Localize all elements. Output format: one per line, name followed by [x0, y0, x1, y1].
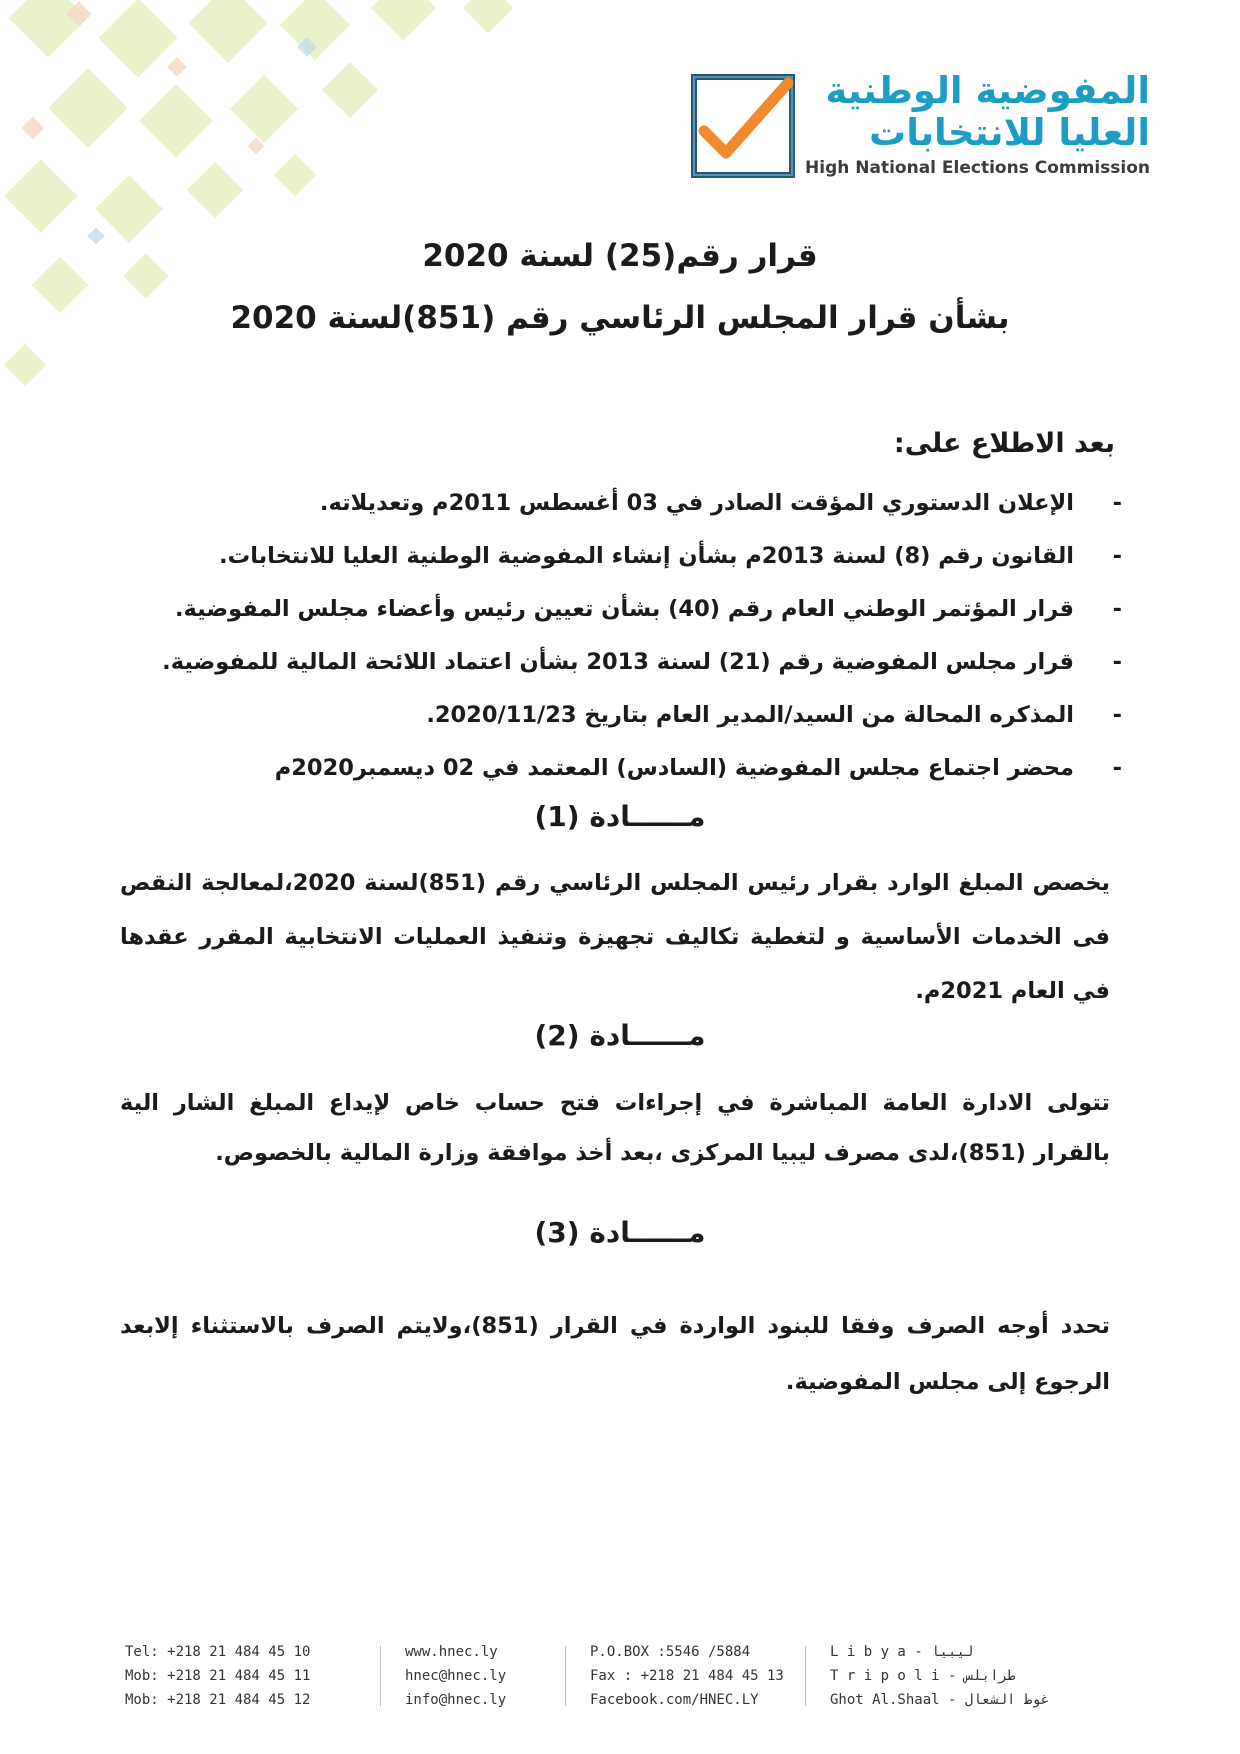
decorative-diamond-pattern	[0, 0, 560, 440]
logo-arabic-name	[790, 70, 1150, 154]
footer-district: Ghot Al.Shaal - غوط الشعال	[830, 1692, 1050, 1708]
reference-text: القانون رقم (8) لسنة 2013م بشأن إنشاء المفوضية الوطنية العليا للانتخابات.	[219, 543, 1074, 569]
article-2-body: تتولى الادارة العامة المباشرة في إجراءات فتح حساب خاص لإيداع المبلغ الشار الية بالقرار (851)،لدى مصرف ليبيا المركزى ،بعد أخذ موافقة وزارة المالية بالخصوص.	[120, 1090, 1110, 1166]
list-dash: -	[1112, 543, 1122, 569]
footer-email-1: hnec@hnec.ly	[405, 1668, 507, 1684]
list-item	[122, 642, 1122, 695]
article-2-title: مــــــادة (2)	[534, 1019, 706, 1052]
decision-subtitle: بشأن قرار المجلس الرئاسي رقم (851)لسنة 2020	[230, 300, 1010, 336]
footer-postal	[590, 1640, 784, 1712]
reference-text: قرار المؤتمر الوطني العام رقم (40) بشأن تعيين رئيس وأعضاء مجلس المفوضية.	[174, 596, 1074, 622]
footer-fax: Fax : +218 21 484 45 13	[590, 1668, 784, 1684]
hnec-logo	[690, 70, 1160, 185]
reference-text: محضر اجتماع مجلس المفوضية (السادس) المعتمد في 02 ديسمبر2020م	[274, 755, 1074, 781]
checkmark-logo-icon	[690, 73, 796, 179]
article-1-body: يخصص المبلغ الوارد بقرار رئيس المجلس الرئاسي رقم (851)لسنة 2020،لمعالجة النقص فى الخدمات الأساسية و لتغطية تكاليف تجهيزة وتنفيذ العمليات الانتخابية المقرر عقدها في العام 2021م.	[120, 870, 1110, 1004]
footer-website: www.hnec.ly	[405, 1644, 498, 1660]
list-dash: -	[1112, 490, 1122, 516]
reference-text: المذكره المحالة من السيد/المدير العام بتاريخ 2020/11/23.	[426, 702, 1074, 728]
reference-text: قرار مجلس المفوضية رقم (21) لسنة 2013 بشأن اعتماد اللائحة المالية للمفوضية.	[162, 649, 1074, 675]
footer-facebook: Facebook.com/HNEC.LY	[590, 1692, 759, 1708]
logo-arabic-line-2: العليا للانتخابات	[869, 111, 1150, 154]
list-dash: -	[1112, 702, 1122, 728]
list-item	[122, 695, 1122, 748]
list-dash: -	[1112, 755, 1122, 781]
footer-country: L i b y a - ليبيا	[830, 1644, 974, 1660]
references-list	[122, 483, 1122, 801]
letterhead-footer	[125, 1640, 1125, 1720]
list-item	[122, 536, 1122, 589]
footer-city: T r i p o l i - طرابلس	[830, 1668, 1016, 1684]
list-item	[122, 483, 1122, 536]
footer-po-box: P.O.BOX :5546 /5884	[590, 1644, 751, 1660]
footer-mobile-1: Mob: +218 21 484 45 11	[125, 1668, 311, 1684]
footer-email-2: info@hnec.ly	[405, 1692, 507, 1708]
article-3-body: تحدد أوجه الصرف وفقا للبنود الواردة في القرار (851)،ولايتم الصرف بالاستثناء إلابعد الرجوع إلى مجلس المفوضية.	[120, 1313, 1110, 1395]
footer-tel: Tel: +218 21 484 45 10	[125, 1644, 311, 1660]
reference-text: الإعلان الدستوري المؤقت الصادر في 03 أغسطس 2011م وتعديلاته.	[319, 490, 1074, 516]
list-dash: -	[1112, 596, 1122, 622]
logo-english-name: High National Elections Commission	[805, 158, 1150, 178]
list-dash: -	[1112, 649, 1122, 675]
article-3-title: مــــــادة (3)	[534, 1216, 706, 1249]
footer-divider	[380, 1646, 381, 1706]
footer-mobile-2: Mob: +218 21 484 45 12	[125, 1692, 311, 1708]
article-1-title: مــــــادة (1)	[534, 800, 706, 833]
footer-web	[405, 1640, 506, 1712]
footer-location	[830, 1640, 1049, 1712]
list-item	[122, 748, 1122, 801]
footer-divider	[565, 1646, 566, 1706]
footer-phones	[125, 1640, 310, 1712]
logo-arabic-line-1: المفوضية الوطنية	[825, 69, 1150, 112]
references-intro: بعد الاطلاع على:	[893, 428, 1115, 459]
decision-title: قرار رقم(25) لسنة 2020	[422, 238, 818, 274]
list-item	[122, 589, 1122, 642]
footer-divider	[805, 1646, 806, 1706]
